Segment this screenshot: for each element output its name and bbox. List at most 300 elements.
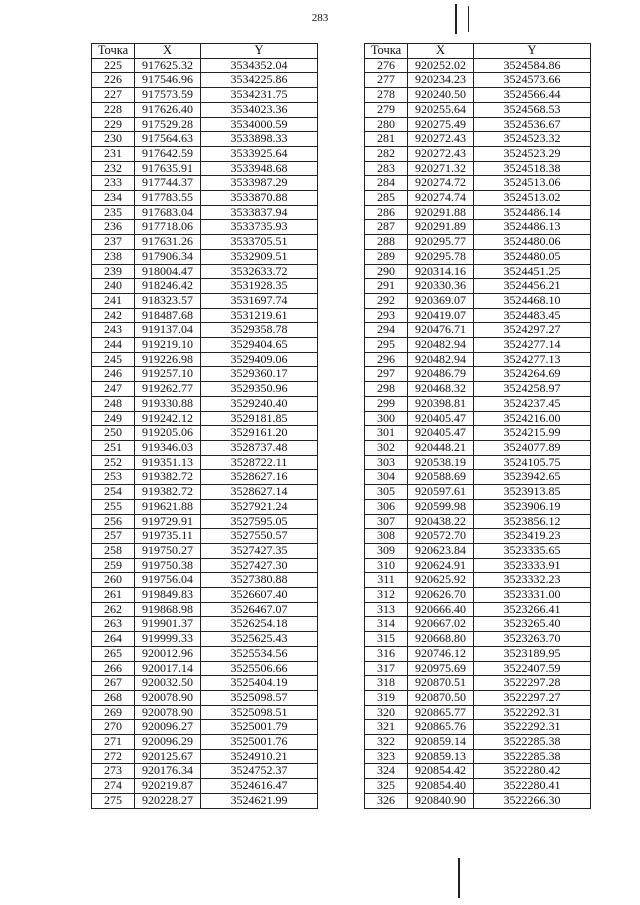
cell-x: 920295.77 xyxy=(408,235,474,250)
table-row xyxy=(92,602,318,617)
cell-y: 3527380.88 xyxy=(201,573,318,588)
table-row xyxy=(92,338,318,353)
cell-y: 3529360.17 xyxy=(201,367,318,382)
cell-point: 257 xyxy=(92,529,135,544)
cell-y: 3524486.13 xyxy=(474,220,591,235)
table-row xyxy=(92,73,318,88)
cell-y: 3528627.16 xyxy=(201,470,318,485)
cell-point: 229 xyxy=(92,117,135,132)
cell-y: 3523419.23 xyxy=(474,529,591,544)
table-row xyxy=(365,588,591,603)
cell-y: 3524486.14 xyxy=(474,205,591,220)
table-row xyxy=(365,529,591,544)
table-header-row xyxy=(92,44,318,59)
table-row xyxy=(365,764,591,779)
cell-point: 295 xyxy=(365,338,408,353)
table-row xyxy=(365,264,591,279)
cell-point: 267 xyxy=(92,676,135,691)
cell-y: 3533948.68 xyxy=(201,161,318,176)
cell-x: 917635.91 xyxy=(135,161,201,176)
cell-x: 920096.29 xyxy=(135,735,201,750)
cell-point: 251 xyxy=(92,440,135,455)
cell-y: 3524451.25 xyxy=(474,264,591,279)
cell-point: 297 xyxy=(365,367,408,382)
cell-y: 3523332.23 xyxy=(474,573,591,588)
table-row xyxy=(92,88,318,103)
table-row xyxy=(92,617,318,632)
cell-x: 920588.69 xyxy=(408,470,474,485)
cell-y: 3524215.99 xyxy=(474,426,591,441)
cell-x: 919750.27 xyxy=(135,543,201,558)
cell-y: 3533925.64 xyxy=(201,146,318,161)
cell-y: 3524523.29 xyxy=(474,146,591,161)
table-row xyxy=(365,308,591,323)
cell-x: 920448.21 xyxy=(408,440,474,455)
cell-x: 920291.88 xyxy=(408,205,474,220)
cell-y: 3524752.37 xyxy=(201,764,318,779)
table-row xyxy=(92,529,318,544)
cell-y: 3524566.44 xyxy=(474,88,591,103)
cell-y: 3527427.35 xyxy=(201,543,318,558)
table-row xyxy=(365,690,591,705)
cell-y: 3524573.66 xyxy=(474,73,591,88)
table-row xyxy=(365,88,591,103)
cell-y: 3524523.32 xyxy=(474,132,591,147)
table-row xyxy=(365,293,591,308)
cell-point: 246 xyxy=(92,367,135,382)
cell-point: 256 xyxy=(92,514,135,529)
table-row xyxy=(365,352,591,367)
table-row xyxy=(92,58,318,73)
cell-point: 242 xyxy=(92,308,135,323)
cell-point: 248 xyxy=(92,396,135,411)
cell-x: 920597.61 xyxy=(408,485,474,500)
cell-y: 3524468.10 xyxy=(474,293,591,308)
cell-y: 3522280.42 xyxy=(474,764,591,779)
cell-point: 273 xyxy=(92,764,135,779)
table-row xyxy=(92,632,318,647)
cell-point: 326 xyxy=(365,793,408,808)
cell-y: 3524536.67 xyxy=(474,117,591,132)
cell-x: 920234.23 xyxy=(408,73,474,88)
cell-x: 920419.07 xyxy=(408,308,474,323)
cell-x: 920314.16 xyxy=(408,264,474,279)
cell-point: 279 xyxy=(365,102,408,117)
cell-y: 3523266.41 xyxy=(474,602,591,617)
cell-x: 920859.13 xyxy=(408,749,474,764)
table-row xyxy=(365,676,591,691)
cell-point: 299 xyxy=(365,396,408,411)
cell-point: 283 xyxy=(365,161,408,176)
cell-point: 287 xyxy=(365,220,408,235)
table-row xyxy=(92,793,318,808)
cell-y: 3534352.04 xyxy=(201,58,318,73)
cell-point: 266 xyxy=(92,661,135,676)
cell-point: 235 xyxy=(92,205,135,220)
cell-x: 919226.98 xyxy=(135,352,201,367)
table-row xyxy=(365,573,591,588)
cell-x: 918487.68 xyxy=(135,308,201,323)
table-row xyxy=(365,617,591,632)
header-point: Точка xyxy=(92,44,135,59)
cell-x: 920746.12 xyxy=(408,646,474,661)
cell-x: 920240.50 xyxy=(408,88,474,103)
table-row xyxy=(92,279,318,294)
cell-x: 918004.47 xyxy=(135,264,201,279)
cell-y: 3523856.12 xyxy=(474,514,591,529)
cell-x: 919729.91 xyxy=(135,514,201,529)
table-row xyxy=(365,514,591,529)
cell-y: 3524297.27 xyxy=(474,323,591,338)
cell-point: 276 xyxy=(365,58,408,73)
cell-x: 919750.38 xyxy=(135,558,201,573)
table-row xyxy=(365,499,591,514)
table-row xyxy=(365,176,591,191)
cell-x: 920599.98 xyxy=(408,499,474,514)
table-row xyxy=(92,367,318,382)
table-row xyxy=(92,514,318,529)
cell-y: 3524264.69 xyxy=(474,367,591,382)
cell-y: 3534231.75 xyxy=(201,88,318,103)
cell-point: 270 xyxy=(92,720,135,735)
cell-point: 310 xyxy=(365,558,408,573)
cell-x: 920078.90 xyxy=(135,690,201,705)
cell-point: 274 xyxy=(92,779,135,794)
cell-x: 920398.81 xyxy=(408,396,474,411)
table-row xyxy=(92,720,318,735)
table-row xyxy=(365,602,591,617)
cell-y: 3527595.05 xyxy=(201,514,318,529)
table-row xyxy=(365,720,591,735)
cell-point: 240 xyxy=(92,279,135,294)
cell-x: 920272.43 xyxy=(408,132,474,147)
cell-x: 918323.57 xyxy=(135,293,201,308)
cell-x: 920572.70 xyxy=(408,529,474,544)
table-row xyxy=(92,264,318,279)
cell-point: 304 xyxy=(365,470,408,485)
cell-y: 3526607.40 xyxy=(201,588,318,603)
table-row xyxy=(365,235,591,250)
cell-x: 920275.49 xyxy=(408,117,474,132)
cell-point: 236 xyxy=(92,220,135,235)
cell-x: 920476.71 xyxy=(408,323,474,338)
cell-y: 3523263.70 xyxy=(474,632,591,647)
cell-x: 917573.59 xyxy=(135,88,201,103)
cell-point: 281 xyxy=(365,132,408,147)
cell-y: 3525534.56 xyxy=(201,646,318,661)
cell-y: 3522266.30 xyxy=(474,793,591,808)
cell-x: 920272.43 xyxy=(408,146,474,161)
cell-x: 920870.51 xyxy=(408,676,474,691)
table-row xyxy=(365,661,591,676)
table-row xyxy=(92,690,318,705)
table-row xyxy=(365,205,591,220)
table-row xyxy=(365,102,591,117)
table-row xyxy=(92,485,318,500)
cell-point: 241 xyxy=(92,293,135,308)
coordinates-table-right xyxy=(364,43,591,809)
cell-point: 293 xyxy=(365,308,408,323)
cell-y: 3529161.20 xyxy=(201,426,318,441)
cell-point: 309 xyxy=(365,543,408,558)
cell-y: 3522407.59 xyxy=(474,661,591,676)
cell-point: 305 xyxy=(365,485,408,500)
table-row xyxy=(365,793,591,808)
cell-y: 3525098.57 xyxy=(201,690,318,705)
cell-point: 277 xyxy=(365,73,408,88)
cell-point: 272 xyxy=(92,749,135,764)
table-row xyxy=(365,705,591,720)
cell-point: 321 xyxy=(365,720,408,735)
cell-point: 312 xyxy=(365,588,408,603)
cell-x: 920125.67 xyxy=(135,749,201,764)
cell-y: 3533898.33 xyxy=(201,132,318,147)
table-row xyxy=(365,749,591,764)
cell-point: 238 xyxy=(92,249,135,264)
cell-point: 227 xyxy=(92,88,135,103)
cell-point: 228 xyxy=(92,102,135,117)
cell-point: 247 xyxy=(92,382,135,397)
cell-point: 313 xyxy=(365,602,408,617)
table-row xyxy=(92,235,318,250)
cell-x: 920486.79 xyxy=(408,367,474,382)
cell-y: 3529240.40 xyxy=(201,396,318,411)
table-row xyxy=(92,676,318,691)
table-row xyxy=(92,470,318,485)
table-header-row xyxy=(365,44,591,59)
cell-y: 3522285.38 xyxy=(474,735,591,750)
cell-y: 3525001.76 xyxy=(201,735,318,750)
cell-point: 319 xyxy=(365,690,408,705)
cell-point: 294 xyxy=(365,323,408,338)
table-row xyxy=(365,58,591,73)
table-row xyxy=(365,338,591,353)
table-row xyxy=(92,191,318,206)
cell-point: 288 xyxy=(365,235,408,250)
cell-y: 3523942.65 xyxy=(474,470,591,485)
table-row xyxy=(365,735,591,750)
cell-y: 3525098.51 xyxy=(201,705,318,720)
cell-point: 315 xyxy=(365,632,408,647)
cell-y: 3524518.38 xyxy=(474,161,591,176)
cell-point: 271 xyxy=(92,735,135,750)
cell-y: 3533837.94 xyxy=(201,205,318,220)
cell-x: 920252.02 xyxy=(408,58,474,73)
cell-point: 317 xyxy=(365,661,408,676)
cell-point: 298 xyxy=(365,382,408,397)
cell-y: 3533735.93 xyxy=(201,220,318,235)
table-row xyxy=(365,323,591,338)
cell-point: 323 xyxy=(365,749,408,764)
cell-point: 316 xyxy=(365,646,408,661)
cell-point: 290 xyxy=(365,264,408,279)
cell-x: 919346.03 xyxy=(135,440,201,455)
cell-point: 303 xyxy=(365,455,408,470)
cell-y: 3522292.31 xyxy=(474,720,591,735)
table-row xyxy=(92,132,318,147)
table-row xyxy=(92,205,318,220)
table-row xyxy=(365,220,591,235)
cell-x: 919756.04 xyxy=(135,573,201,588)
cell-y: 3526467.07 xyxy=(201,602,318,617)
cell-y: 3523333.91 xyxy=(474,558,591,573)
cell-x: 917642.59 xyxy=(135,146,201,161)
cell-point: 259 xyxy=(92,558,135,573)
cell-x: 917906.34 xyxy=(135,249,201,264)
cell-x: 920623.84 xyxy=(408,543,474,558)
cell-x: 920405.47 xyxy=(408,426,474,441)
cell-point: 324 xyxy=(365,764,408,779)
cell-point: 239 xyxy=(92,264,135,279)
cell-x: 919382.72 xyxy=(135,485,201,500)
cell-point: 284 xyxy=(365,176,408,191)
table-row xyxy=(92,573,318,588)
cell-x: 917625.32 xyxy=(135,58,201,73)
cell-point: 263 xyxy=(92,617,135,632)
cell-y: 3522297.27 xyxy=(474,690,591,705)
cell-x: 920667.02 xyxy=(408,617,474,632)
table-row xyxy=(92,293,318,308)
table-row xyxy=(92,705,318,720)
table-row xyxy=(365,279,591,294)
cell-x: 920538.19 xyxy=(408,455,474,470)
cell-x: 919137.04 xyxy=(135,323,201,338)
cell-y: 3532633.72 xyxy=(201,264,318,279)
cell-x: 917529.28 xyxy=(135,117,201,132)
cell-point: 258 xyxy=(92,543,135,558)
cell-x: 920482.94 xyxy=(408,352,474,367)
cell-point: 269 xyxy=(92,705,135,720)
cell-point: 265 xyxy=(92,646,135,661)
table-row xyxy=(365,249,591,264)
cell-x: 919621.88 xyxy=(135,499,201,514)
cell-x: 919901.37 xyxy=(135,617,201,632)
cell-point: 325 xyxy=(365,779,408,794)
cell-y: 3527427.30 xyxy=(201,558,318,573)
table-row xyxy=(92,176,318,191)
cell-y: 3522297.28 xyxy=(474,676,591,691)
table-row xyxy=(365,646,591,661)
cell-x: 920625.92 xyxy=(408,573,474,588)
table-row xyxy=(365,558,591,573)
cell-x: 920291.89 xyxy=(408,220,474,235)
table-row xyxy=(92,779,318,794)
header-y: Y xyxy=(201,44,318,59)
table-row xyxy=(92,558,318,573)
cell-point: 285 xyxy=(365,191,408,206)
cell-y: 3523913.85 xyxy=(474,485,591,500)
header-x: X xyxy=(135,44,201,59)
table-row xyxy=(365,73,591,88)
cell-point: 320 xyxy=(365,705,408,720)
table-row xyxy=(92,588,318,603)
cell-x: 919262.77 xyxy=(135,382,201,397)
cell-x: 920219.87 xyxy=(135,779,201,794)
cell-point: 261 xyxy=(92,588,135,603)
cell-y: 3523265.40 xyxy=(474,617,591,632)
cell-y: 3524621.99 xyxy=(201,793,318,808)
cell-y: 3529409.06 xyxy=(201,352,318,367)
table-row xyxy=(92,661,318,676)
cell-x: 920295.78 xyxy=(408,249,474,264)
table-row xyxy=(365,485,591,500)
table-row xyxy=(92,146,318,161)
cell-point: 289 xyxy=(365,249,408,264)
cell-y: 3524480.05 xyxy=(474,249,591,264)
cell-y: 3532909.51 xyxy=(201,249,318,264)
cell-x: 919999.33 xyxy=(135,632,201,647)
cell-point: 233 xyxy=(92,176,135,191)
table-row xyxy=(365,470,591,485)
cell-y: 3524456.21 xyxy=(474,279,591,294)
table-row xyxy=(92,426,318,441)
cell-x: 919330.88 xyxy=(135,396,201,411)
cell-y: 3529350.96 xyxy=(201,382,318,397)
cell-y: 3524077.89 xyxy=(474,440,591,455)
cell-y: 3524480.06 xyxy=(474,235,591,250)
cell-y: 3534225.86 xyxy=(201,73,318,88)
table-row xyxy=(365,411,591,426)
cell-point: 262 xyxy=(92,602,135,617)
cell-point: 278 xyxy=(365,88,408,103)
cell-point: 301 xyxy=(365,426,408,441)
cell-x: 920859.14 xyxy=(408,735,474,750)
cell-x: 920624.91 xyxy=(408,558,474,573)
cell-y: 3531219.61 xyxy=(201,308,318,323)
cell-x: 920666.40 xyxy=(408,602,474,617)
cell-y: 3523335.65 xyxy=(474,543,591,558)
table-row xyxy=(365,161,591,176)
cell-y: 3524216.00 xyxy=(474,411,591,426)
table-row xyxy=(92,352,318,367)
cell-y: 3528722.11 xyxy=(201,455,318,470)
scan-mark-top xyxy=(455,4,457,34)
table-row xyxy=(92,735,318,750)
cell-point: 268 xyxy=(92,690,135,705)
table-row xyxy=(365,632,591,647)
cell-x: 920271.32 xyxy=(408,161,474,176)
cell-x: 920854.42 xyxy=(408,764,474,779)
table-row xyxy=(92,749,318,764)
cell-point: 255 xyxy=(92,499,135,514)
cell-y: 3527550.57 xyxy=(201,529,318,544)
cell-x: 917546.96 xyxy=(135,73,201,88)
cell-point: 292 xyxy=(365,293,408,308)
cell-point: 244 xyxy=(92,338,135,353)
cell-y: 3523189.95 xyxy=(474,646,591,661)
table-row xyxy=(365,382,591,397)
cell-point: 237 xyxy=(92,235,135,250)
cell-x: 920330.36 xyxy=(408,279,474,294)
cell-point: 314 xyxy=(365,617,408,632)
cell-y: 3531697.74 xyxy=(201,293,318,308)
table-row xyxy=(365,455,591,470)
table-row xyxy=(365,396,591,411)
table-row xyxy=(92,440,318,455)
cell-point: 245 xyxy=(92,352,135,367)
cell-x: 920274.72 xyxy=(408,176,474,191)
cell-y: 3531928.35 xyxy=(201,279,318,294)
cell-y: 3525001.79 xyxy=(201,720,318,735)
cell-y: 3525404.19 xyxy=(201,676,318,691)
cell-y: 3533705.51 xyxy=(201,235,318,250)
table-row xyxy=(365,779,591,794)
cell-y: 3529181.85 xyxy=(201,411,318,426)
cell-point: 249 xyxy=(92,411,135,426)
cell-point: 264 xyxy=(92,632,135,647)
cell-y: 3524237.45 xyxy=(474,396,591,411)
cell-x: 919351.13 xyxy=(135,455,201,470)
